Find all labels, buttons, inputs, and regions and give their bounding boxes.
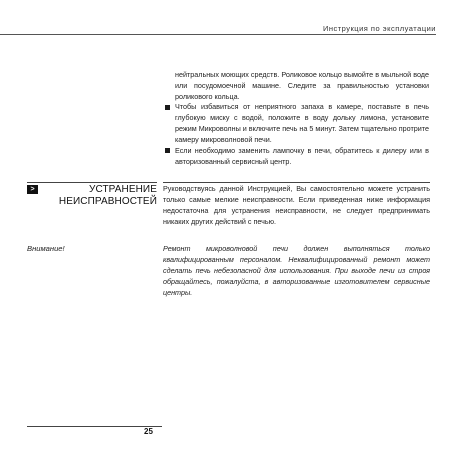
- troubleshooting-intro: Руководствуясь данной Инструкцией, Вы самостоятельно можете устранить только самые мелкие неисправности. Если приведенная ниже информация недостаточна для устранения неисправности, не следует предпринимать никаких других действий с печью.: [163, 184, 430, 226]
- continuation-paragraph: нейтральных моющих средств. Роликовое кольцо вымойте в мыльной воде или посудомоечной машине. Следите за правильностью установки роликового кольца.: [175, 70, 429, 101]
- warning-label: Внимание!: [27, 244, 65, 253]
- section-title-line1: УСТРАНЕНИЕ: [89, 184, 157, 195]
- header-title: Инструкция по эксплуатации: [322, 24, 436, 33]
- care-bullet-list: [165, 102, 429, 167]
- bullet-square-icon: [165, 148, 170, 153]
- bullet-text: Чтобы избавиться от неприятного запаха в камере, поставьте в печь глубокую миску с водой, положите в воду дольку лимона, установите режим Микроволны и включите печь на 5 минут. Затем тщательно протрите камеру микроволновой печи.: [175, 102, 429, 144]
- page-number: 25: [144, 427, 153, 436]
- list-item: [165, 102, 429, 146]
- bullet-square-icon: [165, 105, 170, 110]
- bullet-text: Если необходимо заменить лампочку в печи, обратитесь к дилеру или в авторизованный сервисный центр.: [175, 145, 429, 166]
- page-header: [0, 22, 436, 35]
- section-title-line2: НЕИСПРАВНОСТЕЙ: [58, 195, 157, 207]
- list-item: [165, 146, 429, 168]
- section-arrow-icon: >: [27, 185, 38, 194]
- section-rule-left: [27, 182, 157, 183]
- section-rule-right: [163, 182, 430, 183]
- header-rule: [0, 34, 436, 35]
- footer-rule: [27, 426, 162, 427]
- warning-text: Ремонт микроволновой печи должен выполняться только квалифицированным персоналом. Неквалифицированный ремонт может сделать печь небезопасной для использования. При выходе печи из строя обращайтесь, пожалуйста, в авторизованные изготовителем сервисные центры.: [163, 244, 430, 297]
- section-title: [59, 184, 157, 207]
